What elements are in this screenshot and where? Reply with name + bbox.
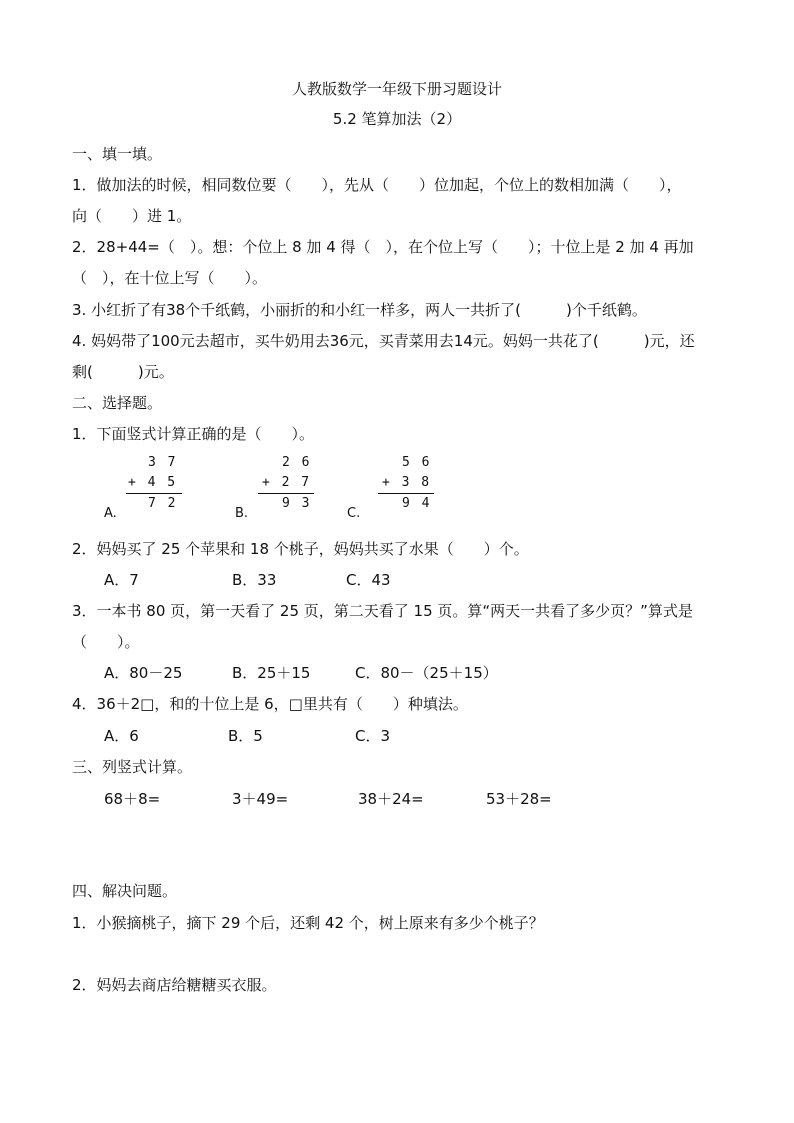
worksheet-title: 人教版数学一年级下册习题设计	[291, 80, 502, 98]
vertical-calc-2: 3＋49=	[232, 790, 289, 808]
fill-q2-line2: （ ），在十位上写（ ）。	[72, 269, 268, 287]
choice-q3-option-a: A．80－25	[104, 664, 183, 682]
problem-q2: 2．妈妈去商店给糖糖买衣服。	[72, 976, 277, 994]
choice-q2-option-a: A．7	[104, 571, 139, 589]
fill-q4-line2: 剩( )元。	[72, 363, 174, 381]
option-c-label: C.	[347, 506, 361, 521]
option-b-mid: + 2 7	[262, 475, 312, 490]
option-c-bottom: 9 4	[402, 496, 432, 511]
option-b-label: B.	[235, 506, 249, 521]
choice-q2: 2．妈妈买了 25 个苹果和 18 个桃子，妈妈共买了水果（ ）个。	[72, 540, 529, 558]
choice-q4-option-c: C．3	[355, 727, 391, 745]
option-b-bottom: 9 3	[282, 496, 312, 511]
vertical-calc-1: 68＋8=	[104, 790, 161, 808]
option-b-top: 2 6	[282, 455, 312, 470]
vertical-calc-4: 53＋28=	[486, 790, 552, 808]
fill-q3: 3. 小红折了有38个千纸鹤，小丽折的和小红一样多，两人一共折了( )个千纸鹤。	[72, 301, 647, 319]
option-a-label: A.	[104, 506, 117, 521]
section-4-heading: 四、解决问题。	[72, 882, 178, 900]
choice-q1: 1．下面竖式计算正确的是（ ）。	[72, 425, 315, 443]
option-a-top: 3 7	[148, 455, 178, 470]
option-c-top: 5 6	[402, 455, 432, 470]
section-3-heading: 三、列竖式计算。	[72, 758, 193, 776]
problem-q1: 1．小猴摘桃子，摘下 29 个后，还剩 42 个，树上原来有多少个桃子？	[72, 914, 544, 932]
fill-q2-line1: 2．28+44=（ ）。想：个位上 8 加 4 得（ ），在个位上写（ ）；十位上是 2 加 4 再加	[72, 238, 694, 256]
section-1-heading: 一、填一填。	[72, 145, 163, 163]
choice-q3-line2: （ ）。	[72, 633, 140, 651]
fill-q1-line2: 向（ ）进 1。	[72, 207, 192, 225]
choice-q3-option-c: C．80－（25＋15）	[355, 664, 498, 682]
choice-q2-option-c: C．43	[346, 571, 391, 589]
choice-q4: 4．36＋2□，和的十位上是 6，□里共有（ ）种填法。	[72, 695, 468, 713]
option-a-line	[126, 493, 182, 494]
option-c-mid: + 3 8	[382, 475, 432, 490]
choice-q3-line1: 3．一本书 80 页，第一天看了 25 页，第二天看了 15 页。算“两天一共看了多少页？”算式是	[72, 602, 693, 620]
choice-q2-option-b: B．33	[232, 571, 277, 589]
section-2-heading: 二、选择题。	[72, 394, 163, 412]
choice-q4-option-a: A．6	[104, 727, 139, 745]
option-b-line	[258, 493, 314, 494]
choice-q3-option-b: B．25＋15	[232, 664, 311, 682]
option-a-mid: + 4 5	[128, 475, 178, 490]
lesson-subtitle: 5.2 笔算加法（2）	[332, 110, 462, 128]
option-c-line	[378, 493, 434, 494]
vertical-calc-3: 38＋24=	[358, 790, 424, 808]
choice-q4-option-b: B．5	[228, 727, 263, 745]
fill-q4-line1: 4. 妈妈带了100元去超市，买牛奶用去36元，买青菜用去14元。妈妈一共花了( )元，还	[72, 332, 695, 350]
fill-q1-line1: 1．做加法的时候，相同数位要（ ），先从（ ）位加起，个位上的数相加满（ ），	[72, 176, 682, 194]
option-a-bottom: 7 2	[148, 496, 178, 511]
